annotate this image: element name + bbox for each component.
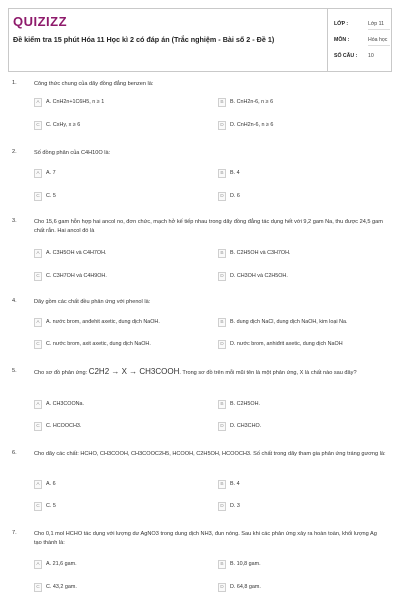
question-text: Dãy gồm các chất đều phản ứng với phenol là: bbox=[34, 299, 151, 305]
option-d[interactable] bbox=[218, 583, 400, 593]
option-letter-box: A bbox=[34, 560, 42, 569]
question-text: Công thức chung của dãy đồng đẳng benzen là: bbox=[34, 81, 154, 87]
option-text: D. CnH2n-6, n ≥ 6 bbox=[230, 122, 274, 128]
option-d[interactable] bbox=[218, 192, 400, 202]
option-letter-box: C bbox=[34, 192, 42, 201]
option-letter-box: C bbox=[34, 583, 42, 592]
option-text: D. 3 bbox=[230, 503, 240, 509]
option-a[interactable] bbox=[34, 318, 216, 328]
option-letter-box: C bbox=[34, 422, 42, 431]
quizizz-logo: QUIZIZZ bbox=[13, 14, 68, 29]
option-text: B. 4 bbox=[230, 481, 240, 487]
question-text: Cho 15,6 gam hỗn hợp hai ancol no, đơn chức, mạch hở kế tiếp nhau trong dãy đồng đẳng tác dụng hết với 9,2 gam Na, thu được 24,5 gam chất rắn. Hai ancol đó là bbox=[34, 219, 383, 234]
option-letter-box: A bbox=[34, 400, 42, 409]
option-letter-box: B bbox=[218, 400, 226, 409]
option-text: A. C3H5OH và C4H7OH. bbox=[46, 250, 107, 256]
class-label: LỚP : bbox=[334, 21, 349, 27]
option-letter-box: A bbox=[34, 169, 42, 178]
option-text: C. 5 bbox=[46, 193, 56, 199]
option-d[interactable] bbox=[218, 340, 400, 350]
option-a[interactable] bbox=[34, 480, 216, 490]
option-b[interactable] bbox=[218, 318, 400, 328]
option-a[interactable] bbox=[34, 560, 216, 570]
option-text: A. CnH2n+1C6H5, n ≥ 1 bbox=[46, 99, 105, 105]
option-letter-box: A bbox=[34, 480, 42, 489]
option-b[interactable] bbox=[218, 169, 400, 179]
question-text bbox=[34, 368, 386, 378]
document-title: Đề kiểm tra 15 phút Hóa 11 Học kì 2 có đáp án (Trắc nghiệm - Bài số 2 - Đề 1) bbox=[13, 35, 275, 44]
option-text: D. 64,8 gam. bbox=[230, 584, 261, 590]
option-a[interactable] bbox=[34, 98, 216, 108]
option-c[interactable] bbox=[34, 422, 216, 432]
option-letter-box: D bbox=[218, 422, 226, 431]
meta-divider bbox=[368, 45, 390, 46]
question-number: 1. bbox=[12, 80, 17, 86]
option-c[interactable] bbox=[34, 272, 216, 282]
question-text-pre: Cho sơ đồ phản ứng: bbox=[34, 370, 89, 376]
option-text: A. 21,6 gam. bbox=[46, 561, 77, 567]
question-number: 2. bbox=[12, 149, 17, 155]
option-d[interactable] bbox=[218, 502, 400, 512]
option-letter-box: D bbox=[218, 502, 226, 511]
option-c[interactable] bbox=[34, 583, 216, 593]
question-text: Cho dãy các chất: HCHO, CH3COOH, CH3COOC2H5, HCOOH, C2H5OH, HCOOCH3. Số chất trong dãy tham gia phản ứng tráng gương là: bbox=[34, 451, 386, 457]
option-letter-box: D bbox=[218, 121, 226, 130]
option-text: D. CH3OH và C2H5OH. bbox=[230, 273, 288, 279]
option-text: D. 6 bbox=[230, 193, 240, 199]
subject-value: Hóa học bbox=[368, 37, 388, 43]
question-text-post: . Trong sơ đồ trên mỗi mũi tên là một phản ứng, X là chất nào sau đây? bbox=[179, 370, 357, 376]
option-letter-box: B bbox=[218, 98, 226, 107]
class-value: Lớp 11 bbox=[368, 21, 384, 27]
option-text: C. 5 bbox=[46, 503, 56, 509]
option-letter-box: C bbox=[34, 340, 42, 349]
option-b[interactable] bbox=[218, 480, 400, 490]
meta-divider bbox=[368, 29, 390, 30]
option-text: A. nước brom, anđehit axetic, dung dịch NaOH. bbox=[46, 319, 160, 325]
option-letter-box: A bbox=[34, 318, 42, 327]
worksheet-header bbox=[8, 8, 392, 72]
option-text: C. 43,2 gam. bbox=[46, 584, 77, 590]
option-text: C. HCOOCH3. bbox=[46, 423, 82, 429]
option-text: C. nước brom, axit axetic, dung dịch NaOH. bbox=[46, 341, 151, 347]
reaction-scheme: C2H2 → X → CH3COOH bbox=[88, 367, 180, 376]
option-d[interactable] bbox=[218, 272, 400, 282]
option-b[interactable] bbox=[218, 98, 400, 108]
question-text: Cho 0,1 mol HCHO tác dụng với lượng dư AgNO3 trong dung dịch NH3, đun nóng. Sau khi các phản ứng xảy ra hoàn toàn, khối lượng Ag tạo thành là: bbox=[34, 531, 377, 546]
option-letter-box: D bbox=[218, 272, 226, 281]
question-number: 5. bbox=[12, 368, 17, 374]
count-label: SỐ CÂU : bbox=[334, 53, 358, 59]
option-b[interactable] bbox=[218, 400, 400, 410]
option-letter-box: B bbox=[218, 318, 226, 327]
option-letter-box: D bbox=[218, 340, 226, 349]
option-letter-box: A bbox=[34, 249, 42, 258]
meta-count bbox=[328, 47, 394, 63]
option-text: B. dung dịch NaCl, dung dịch NaOH, kim loại Na. bbox=[230, 319, 348, 325]
option-text: B. C2H5OH. bbox=[230, 401, 260, 407]
option-b[interactable] bbox=[218, 249, 400, 259]
meta-panel bbox=[327, 9, 394, 71]
option-d[interactable] bbox=[218, 422, 400, 432]
option-letter-box: D bbox=[218, 583, 226, 592]
option-c[interactable] bbox=[34, 340, 216, 350]
option-letter-box: B bbox=[218, 480, 226, 489]
option-text: C. CxHy, x ≥ 6 bbox=[46, 122, 81, 128]
option-letter-box: B bbox=[218, 169, 226, 178]
option-letter-box: B bbox=[218, 249, 226, 258]
option-b[interactable] bbox=[218, 560, 400, 570]
question-number: 4. bbox=[12, 298, 17, 304]
option-letter-box: D bbox=[218, 192, 226, 201]
option-letter-box: B bbox=[218, 560, 226, 569]
option-text: A. 7 bbox=[46, 170, 56, 176]
option-d[interactable] bbox=[218, 121, 400, 131]
option-letter-box: A bbox=[34, 98, 42, 107]
option-a[interactable] bbox=[34, 400, 216, 410]
option-text: C. C3H7OH và C4H9OH. bbox=[46, 273, 107, 279]
option-text: B. C2H5OH và C3H7OH. bbox=[230, 250, 291, 256]
question-text: Số đồng phân của C4H10O là: bbox=[34, 150, 111, 156]
question-number: 3. bbox=[12, 218, 17, 224]
option-text: B. 4 bbox=[230, 170, 240, 176]
option-letter-box: C bbox=[34, 502, 42, 511]
option-a[interactable] bbox=[34, 249, 216, 259]
subject-label: MÔN : bbox=[334, 37, 350, 43]
option-text: A. 6 bbox=[46, 481, 56, 487]
option-letter-box: C bbox=[34, 121, 42, 130]
option-letter-box: C bbox=[34, 272, 42, 281]
question-number: 7. bbox=[12, 530, 17, 536]
option-text: D. nước brom, anhiđrit axetic, dung dịch NaOH bbox=[230, 341, 343, 347]
option-text: B. CnH2n-6, n ≥ 6 bbox=[230, 99, 274, 105]
option-c[interactable] bbox=[34, 121, 216, 131]
option-c[interactable] bbox=[34, 502, 216, 512]
option-a[interactable] bbox=[34, 169, 216, 179]
option-c[interactable] bbox=[34, 192, 216, 202]
option-text: A. CH3COONa. bbox=[46, 401, 85, 407]
count-value: 10 bbox=[368, 53, 374, 59]
question-number: 6. bbox=[12, 450, 17, 456]
option-text: B. 10,8 gam. bbox=[230, 561, 261, 567]
option-text: D. CH3CHO. bbox=[230, 423, 262, 429]
